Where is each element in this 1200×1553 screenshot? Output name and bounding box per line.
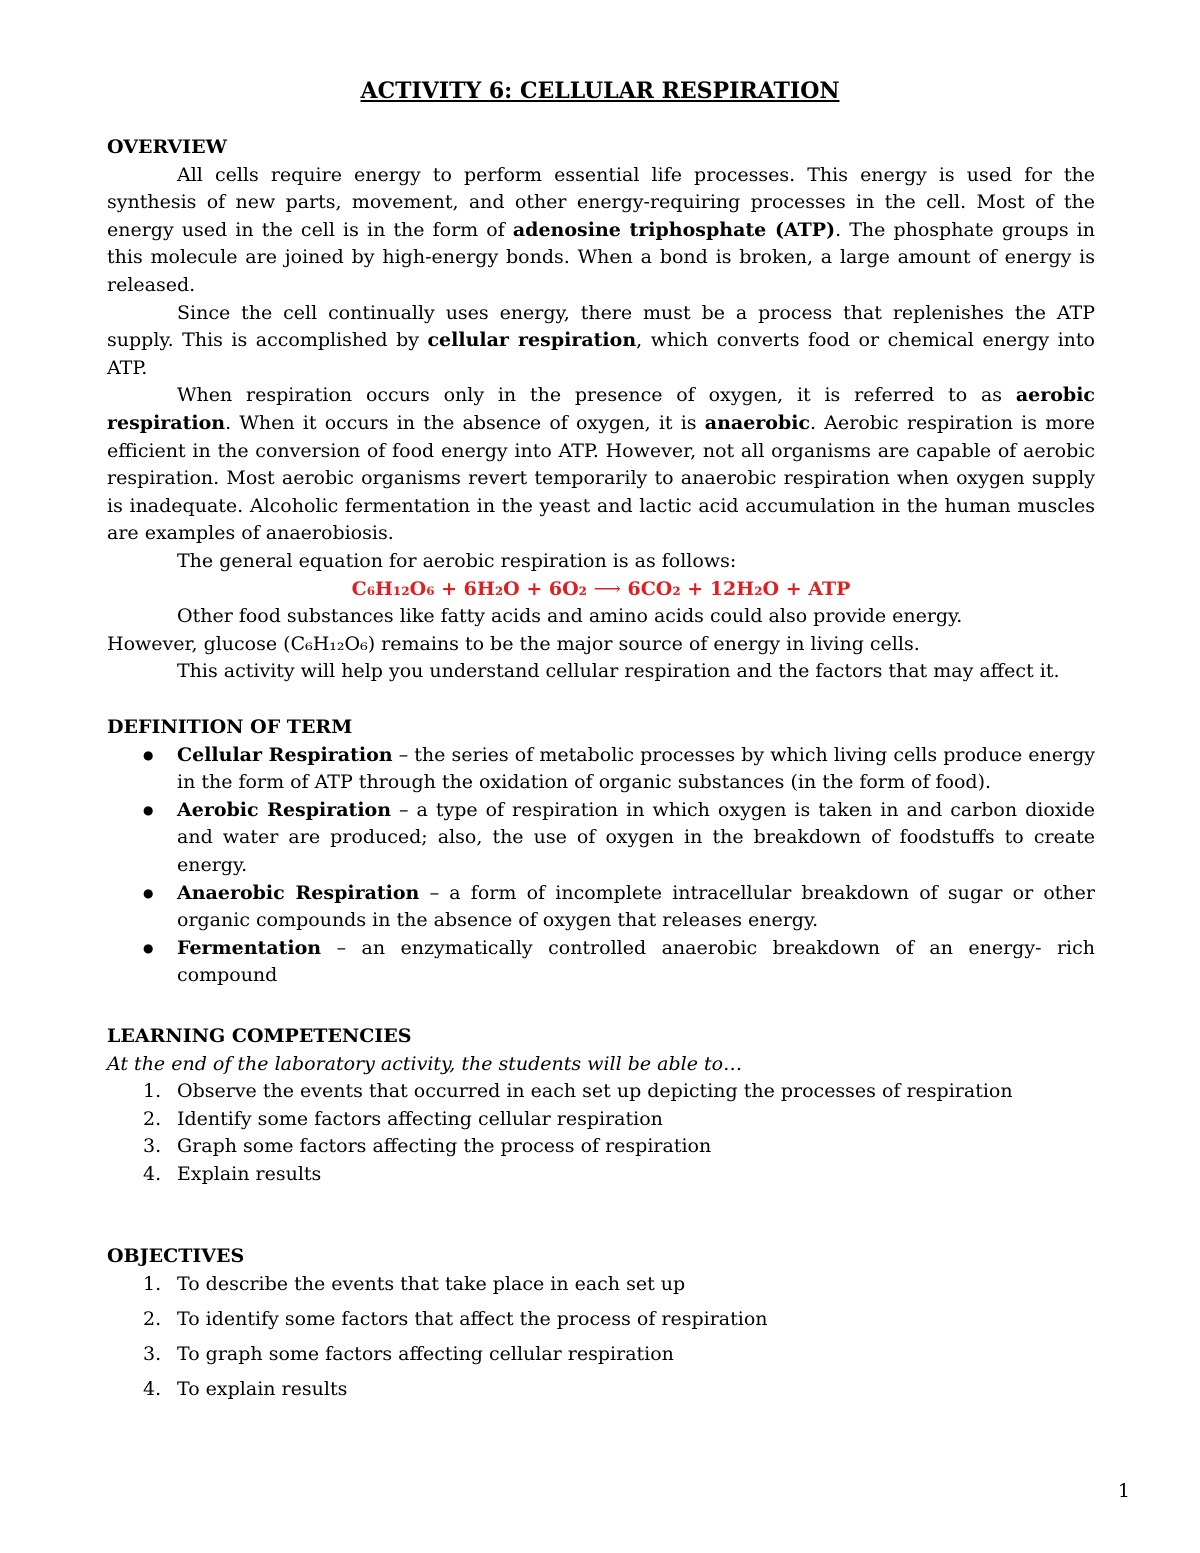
equation-reactants: C₆H₁₂O₆ + 6H₂O + 6O₂ xyxy=(351,577,587,600)
overview-p2-bold: cellular respiration xyxy=(427,329,637,352)
list-text: To graph some factors affecting cellular respiration xyxy=(177,1342,674,1365)
definition-term: Cellular Respiration xyxy=(177,743,393,766)
competencies-section xyxy=(107,1023,1095,1189)
list-number: 2. xyxy=(143,1307,162,1330)
overview-paragraph-6: This activity will help you understand cellular respiration and the factors that may affect it. xyxy=(177,660,1060,683)
overview-paragraph-2 xyxy=(107,300,1095,383)
definition-term: Fermentation xyxy=(177,936,322,959)
list-text: Explain results xyxy=(177,1162,322,1185)
page-title: ACTIVITY 6: CELLULAR RESPIRATION xyxy=(360,78,840,104)
definitions-heading: DEFINITION OF TERM xyxy=(107,716,353,738)
list-number: 3. xyxy=(143,1135,162,1158)
list-item xyxy=(107,1106,1015,1134)
competencies-heading: LEARNING COMPETENCIES xyxy=(107,1025,412,1047)
overview-paragraph-5a: Other food substances like fatty acids and amino acids could also provide energy. xyxy=(177,605,963,628)
overview-p3-bold-anaerobic: anaerobic xyxy=(704,411,811,434)
definitions-list xyxy=(107,742,1095,990)
objectives-heading: OBJECTIVES xyxy=(107,1245,245,1267)
objectives-section xyxy=(107,1243,1095,1411)
list-number: 4. xyxy=(143,1377,162,1400)
definitions-section xyxy=(107,714,1095,990)
list-number: 3. xyxy=(143,1342,162,1365)
overview-paragraph-3 xyxy=(107,382,1095,548)
list-text: Identify some factors affecting cellular respiration xyxy=(177,1107,663,1130)
list-number: 2. xyxy=(143,1107,162,1130)
definition-text: – an enzymatically controlled anaerobic breakdown of an energy- rich compound xyxy=(177,936,1095,987)
arrow-right-icon: ⟶ xyxy=(593,577,621,600)
list-number: 1. xyxy=(143,1272,162,1295)
overview-heading: OVERVIEW xyxy=(107,136,228,158)
overview-section xyxy=(107,134,1095,686)
definition-term: Aerobic Respiration xyxy=(177,798,392,821)
overview-p3-text-b: . When it occurs in the absence of oxygen, it is xyxy=(225,411,705,434)
list-item xyxy=(107,880,1095,935)
overview-p3-text-a: When respiration occurs only in the presence of oxygen, it is referred to as xyxy=(177,384,1016,407)
list-item xyxy=(107,935,1095,990)
list-item xyxy=(107,1271,1095,1299)
list-text: Observe the events that occurred in each set up depicting the processes of respiration xyxy=(177,1080,1013,1103)
overview-paragraph-1 xyxy=(107,162,1095,300)
overview-p1-text-a: All cells require energy to perform essential life processes. This energy is used for the synthesis of new parts, movement, and other energy-requiring processes in the cell. Most of the energy used in the cell is in the form of xyxy=(107,163,1095,241)
list-text: Graph some factors affecting the process of respiration xyxy=(177,1135,712,1158)
list-item xyxy=(107,742,1095,797)
objectives-list xyxy=(107,1271,1095,1404)
overview-paragraph-4: The general equation for aerobic respiration is as follows: xyxy=(177,549,737,572)
definition-term: Anaerobic Respiration xyxy=(177,881,420,904)
competencies-list xyxy=(107,1078,1095,1188)
overview-p3-bold-aerobic: aerobic respiration xyxy=(107,384,1095,434)
overview-p1-bold: adenosine triphosphate (ATP) xyxy=(512,218,836,241)
list-item xyxy=(107,1078,1015,1106)
list-item xyxy=(107,1306,1095,1334)
equation-products: 6CO₂ + 12H₂O + ATP xyxy=(627,577,851,600)
overview-p3-text-c: . Aerobic respiration is more efficient in the conversion of food energy into ATP. However, not all organisms are capable of aerobic respiration. Most aerobic organisms revert temporarily to anaerobic respiration when oxygen supply is inadequate. Alcoholic fermentation in the yeast and lactic acid accumulation in the human muscles are examples of anaerobiosis. xyxy=(107,411,1095,545)
list-text: To identify some factors that affect the process of respiration xyxy=(177,1307,768,1330)
list-item xyxy=(107,1161,1015,1189)
definition-text: – a type of respiration in which oxygen is taken in and carbon dioxide and water are produced; also, the use of oxygen in the breakdown of foodstuffs to create energy. xyxy=(177,798,1095,876)
overview-paragraph-5b: However, glucose (C₆H₁₂O₆) remains to be the major source of energy in living cells. xyxy=(107,632,920,655)
respiration-equation xyxy=(107,576,1095,604)
overview-p1-text-b: . The phosphate groups in this molecule are joined by high-energy bonds. When a bond is broken, a large amount of energy is released. xyxy=(107,218,1095,296)
list-item xyxy=(107,1376,1095,1404)
list-text: To describe the events that take place in each set up xyxy=(177,1272,686,1295)
list-text: To explain results xyxy=(177,1377,348,1400)
overview-p2-text-a: Since the cell continually uses energy, there must be a process that replenishes the ATP supply. This is accomplished by xyxy=(107,301,1095,352)
list-item xyxy=(107,797,1095,880)
list-number: 1. xyxy=(143,1080,162,1103)
list-item xyxy=(107,1133,1015,1161)
list-item xyxy=(107,1341,1095,1369)
definition-text: – a form of incomplete intracellular breakdown of sugar or other organic compounds in the absence of oxygen that releases energy. xyxy=(177,881,1095,932)
page-number: 1 xyxy=(1117,1480,1130,1502)
list-number: 4. xyxy=(143,1162,162,1185)
definition-text: – the series of metabolic processes by which living cells produce energy in the form of ATP through the oxidation of organic substances (in the form of food). xyxy=(177,743,1096,794)
competencies-intro: At the end of the laboratory activity, the students will be able to… xyxy=(107,1052,743,1075)
overview-p2-text-b: , which converts food or chemical energy into ATP. xyxy=(107,329,1095,379)
